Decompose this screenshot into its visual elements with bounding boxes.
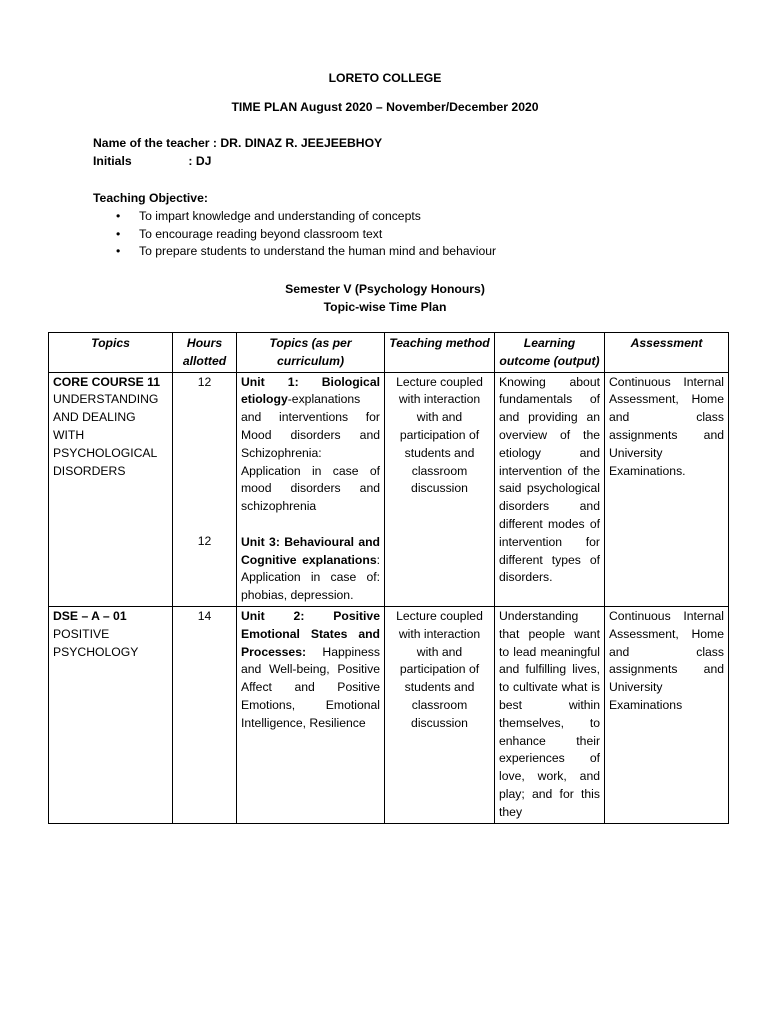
table-row bbox=[49, 606, 729, 823]
bullet-icon: • bbox=[116, 208, 121, 223]
objective-item bbox=[116, 243, 733, 261]
assessment-cell: Continuous Internal Assessment, Home and class assignments and University Examinations bbox=[605, 606, 729, 823]
hours-value: 12 bbox=[197, 374, 212, 389]
hours-value: 14 bbox=[197, 608, 212, 623]
course-code: DSE – A – 01 bbox=[53, 608, 127, 623]
outcome-cell: Understanding that people want to lead meaningful and fulfilling lives, to cultivate what is best within themselves, to enhance their experiences of love, work, and play; and for this they bbox=[495, 606, 605, 823]
header-hours: Hours allotted bbox=[173, 333, 237, 373]
unit-text: : Application in case of: phobias, depression. bbox=[241, 552, 380, 603]
unit-text: -explanations and interventions for Mood disorders and Schizophrenia: Application in case of mood disorders and schizophrenia bbox=[241, 392, 380, 514]
bullet-icon: • bbox=[116, 226, 121, 241]
outcome-cell: Knowing about fundamentals of and providing an overview of the etiology and intervention of the said psychological disorders and different modes of intervention for different types of disorders. bbox=[495, 372, 605, 606]
header-topics: Topics bbox=[49, 333, 173, 373]
objective-item bbox=[116, 208, 733, 226]
objective-text: To prepare students to understand the human mind and behaviour bbox=[139, 244, 497, 259]
hours-cell bbox=[173, 372, 237, 606]
time-plan-title: TIME PLAN August 2020 – November/December 2020 bbox=[231, 100, 539, 114]
bullet-icon: • bbox=[116, 244, 121, 259]
unit-title: Unit 2: Positive Emotional States and Processes: bbox=[241, 608, 380, 659]
table-header-row bbox=[49, 333, 729, 373]
unit-block bbox=[241, 534, 380, 605]
unit-title: Unit 1: Biological etiology bbox=[241, 374, 380, 407]
teacher-name-value: : DR. DINAZ R. JEEJEEBHOY bbox=[212, 136, 383, 150]
assessment-cell: Continuous Internal Assessment, Home and class assignments and University Examinations. bbox=[605, 372, 729, 606]
semester-title: Semester V (Psychology Honours) bbox=[285, 282, 485, 296]
hours-value: 12 bbox=[197, 534, 212, 549]
objective-text: To impart knowledge and understanding of concepts bbox=[139, 208, 421, 223]
header-outcome: Learning outcome (output) bbox=[495, 333, 605, 373]
table-row bbox=[49, 372, 729, 606]
header-assessment: Assessment bbox=[605, 333, 729, 373]
curriculum-cell bbox=[237, 606, 385, 823]
objective-text: To encourage reading beyond classroom text bbox=[139, 226, 383, 241]
method-cell: Lecture coupled with interaction with and participation of students and classroom discussion bbox=[385, 372, 495, 606]
course-cell bbox=[49, 372, 173, 606]
time-plan-table bbox=[48, 332, 729, 824]
curriculum-cell bbox=[237, 372, 385, 606]
objectives-title: Teaching Objective: bbox=[93, 191, 208, 205]
course-cell bbox=[49, 606, 173, 823]
method-cell: Lecture coupled with interaction with and participation of students and classroom discussion bbox=[385, 606, 495, 823]
teacher-initials-row bbox=[93, 153, 211, 171]
header-curriculum: Topics (as per curriculum) bbox=[237, 333, 385, 373]
college-name: LORETO COLLEGE bbox=[328, 71, 442, 85]
teacher-name-row bbox=[93, 135, 382, 153]
teacher-name-label: Name of the teacher bbox=[93, 136, 210, 150]
course-name: UNDERSTANDING AND DEALING WITH PSYCHOLOGICAL DISORDERS bbox=[53, 392, 159, 478]
unit-title: Unit 3: Behavioural and Cognitive explanations bbox=[241, 534, 380, 567]
semester-subtitle: Topic-wise Time Plan bbox=[323, 300, 447, 314]
hours-cell bbox=[173, 606, 237, 823]
unit-block bbox=[241, 608, 380, 733]
course-code: CORE COURSE 11 bbox=[53, 374, 161, 389]
teaching-objectives bbox=[93, 190, 733, 261]
initials-label: Initials bbox=[93, 154, 132, 168]
header-method: Teaching method bbox=[385, 333, 495, 373]
initials-value: : DJ bbox=[188, 154, 212, 168]
objective-item bbox=[116, 226, 733, 244]
unit-block bbox=[241, 374, 380, 516]
course-name: POSITIVE PSYCHOLOGY bbox=[53, 626, 139, 659]
unit-text: Happiness and Well-being, Positive Affect and Positive Emotions, Emotional Intelligence, Resilience bbox=[241, 644, 380, 730]
objectives-list bbox=[93, 208, 733, 261]
